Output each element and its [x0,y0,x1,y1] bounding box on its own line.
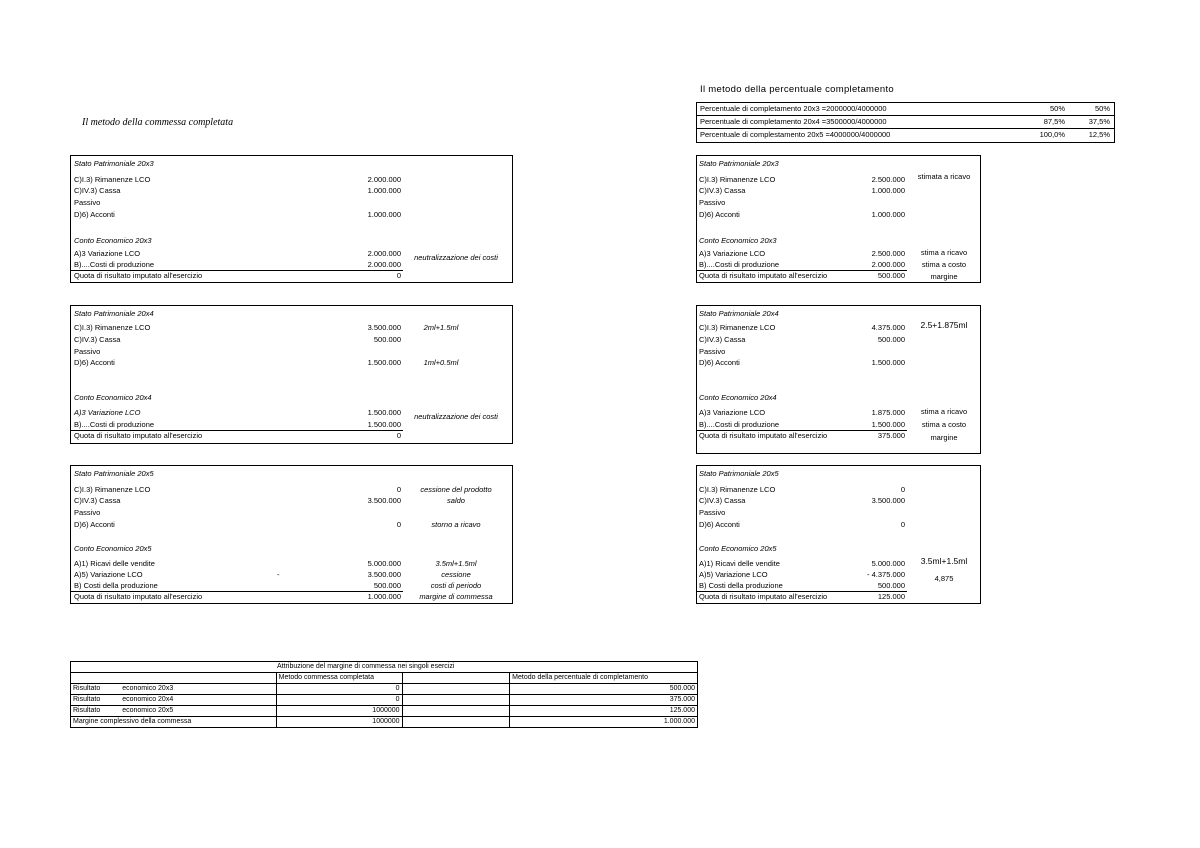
sp-title: Stato Patrimoniale 20x4 [74,309,154,318]
table-row: Risultato economico 20x5 1000000 125.000 [71,706,698,717]
ce-title: Conto Economico 20x3 [699,236,777,245]
summary-table [70,661,698,728]
ce-title: Conto Economico 20x4 [699,393,777,402]
table-row: Risultato economico 20x4 0 375.000 [71,695,698,706]
col-header-completed: Metodo commessa completata [276,673,402,684]
sp-title: Stato Patrimoniale 20x5 [699,469,779,478]
right-title: Il metodo della percentuale completamento [700,84,894,95]
percentage-row: Percentuale di completamento 20x4 =3500000/4000000 87,5% 37,5% [697,116,1114,129]
table-row: Risultato economico 20x3 0 500.000 [71,684,698,695]
sp-title: Stato Patrimoniale 20x3 [74,159,154,168]
percentage-row: Percentuale di complestamento 20x5 =4000000/4000000 100,0% 12,5% [700,130,1110,139]
right-block-20x4: Stato Patrimoniale 20x4 C)I.3) Rimanenze LCO 4.375.000 2.5+1.875ml C)IV.3) Cassa 500.000 Passivo D)6) Acconti 1.500.000 Conto Economico 20x4 A)3 Variazione LCO 1.875.000 stima a ricavo B)....Costi di produzione 1.500.000 stima a costo Quota di risultato imputato all'esercizio 375.000 margine [696,305,981,454]
ce-title: Conto Economico 20x3 [74,236,152,245]
col-header-percentage: Metodo della percentuale di completamento [510,673,698,684]
ce-title: Conto Economico 20x5 [74,544,152,553]
right-block-20x3: Stato Patrimoniale 20x3 C)I.3) Rimanenze LCO 2.500.000 stimata a ricavo C)IV.3) Cassa 1.000.000 Passivo D)6) Acconti 1.000.000 Conto Economico 20x3 A)3 Variazione LCO 2.500.000 stima a ricavo B)....Costi di produzione 2.000.000 stima a costo Quota di risultato imputato all'esercizio 500.000 margine [696,155,981,283]
left-block-20x5: Stato Patrimoniale 20x5 C)I.3) Rimanenze LCO 0 cessione del prodotto C)IV.3) Cassa 3.500.000 saldo Passivo D)6) Acconti 0 storno a ricavo Conto Economico 20x5 A)1) Ricavi delle vendite 5.000.000 3.5ml+1.5ml A)5) Variazione LCO - 3.500.000 cessione B) Costi della produzione 500.000 costi di periodo Quota di risultato imputato all'esercizio 1.000.000 margine di commessa [70,465,513,604]
left-block-20x3: Stato Patrimoniale 20x3 C)I.3) Rimanenze LCO 2.000.000 C)IV.3) Cassa 1.000.000 Passivo D)6) Acconti 1.000.000 Conto Economico 20x3 A)3 Variazione LCO 2.000.000 neutralizzazione dei costi B)....Costi di produzione 2.000.000 Quota di risultato imputato all'esercizio 0 [70,155,513,283]
left-title: Il metodo della commessa completata [82,117,234,128]
ce-title: Conto Economico 20x4 [74,393,152,402]
sp-title: Stato Patrimoniale 20x4 [699,309,779,318]
sp-title: Stato Patrimoniale 20x5 [74,469,154,478]
summary-title: Attribuzione del margine di commessa nei singoli esercizi [71,662,698,673]
percentage-table [696,102,1115,143]
percentage-row: Percentuale di completamento 20x3 =2000000/4000000 50% 50% [697,103,1114,116]
ce-title: Conto Economico 20x5 [699,544,777,553]
left-block-20x4: Stato Patrimoniale 20x4 C)I.3) Rimanenze LCO 3.500.000 2ml+1.5ml C)IV.3) Cassa 500.000 Passivo D)6) Acconti 1.500.000 1ml+0.5ml Conto Economico 20x4 A)3 Variazione LCO 1.500.000 neutralizzazione dei costi B)....Costi di produzione 1.500.000 Quota di risultato imputato all'esercizio 0 [70,305,513,444]
sp-title: Stato Patrimoniale 20x3 [699,159,779,168]
right-block-20x5: Stato Patrimoniale 20x5 C)I.3) Rimanenze LCO 0 C)IV.3) Cassa 3.500.000 Passivo D)6) Acconti 0 Conto Economico 20x5 A)1) Ricavi delle vendite 5.000.000 3.5ml+1.5ml A)5) Variazione LCO - 4.375.000 4,875 B) Costi della produzione 500.000 Quota di risultato imputato all'esercizio 125.000 [696,465,981,604]
table-total-row: Margine complessivo della commessa 1000000 1.000.000 [71,717,698,728]
